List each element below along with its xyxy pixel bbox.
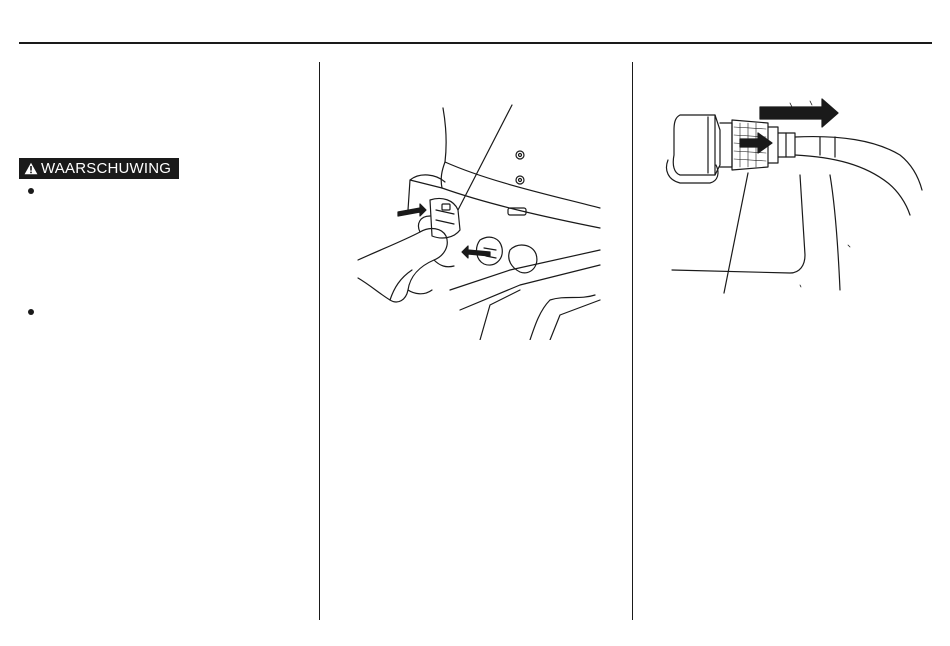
header-rule <box>19 42 932 44</box>
fuel-hose-coupler-illustration <box>660 95 930 305</box>
leader-line <box>458 105 512 210</box>
bullet-dot-icon <box>28 309 34 315</box>
warning-label <box>19 158 179 179</box>
screw-icon <box>516 176 524 184</box>
coupler-body <box>673 115 720 175</box>
housing-lower-edge <box>445 162 600 208</box>
base-outline <box>672 175 805 273</box>
screw-icon <box>516 151 524 159</box>
hose-upper <box>795 137 922 190</box>
warning-label-text: WAARSCHUWING <box>41 160 172 177</box>
hand-outline <box>358 229 447 302</box>
pull-arrow-icon <box>398 204 426 216</box>
housing-outline <box>441 108 446 188</box>
column-divider-left <box>319 62 320 620</box>
hose-lower <box>795 155 910 215</box>
fuel-connector-disconnect-illustration <box>350 100 620 340</box>
leader-line <box>724 173 748 293</box>
slide-arrow-icon <box>760 99 838 127</box>
warning-triangle-icon <box>24 162 38 175</box>
bullet-dot-icon <box>28 188 34 194</box>
column-divider-right <box>632 62 633 620</box>
